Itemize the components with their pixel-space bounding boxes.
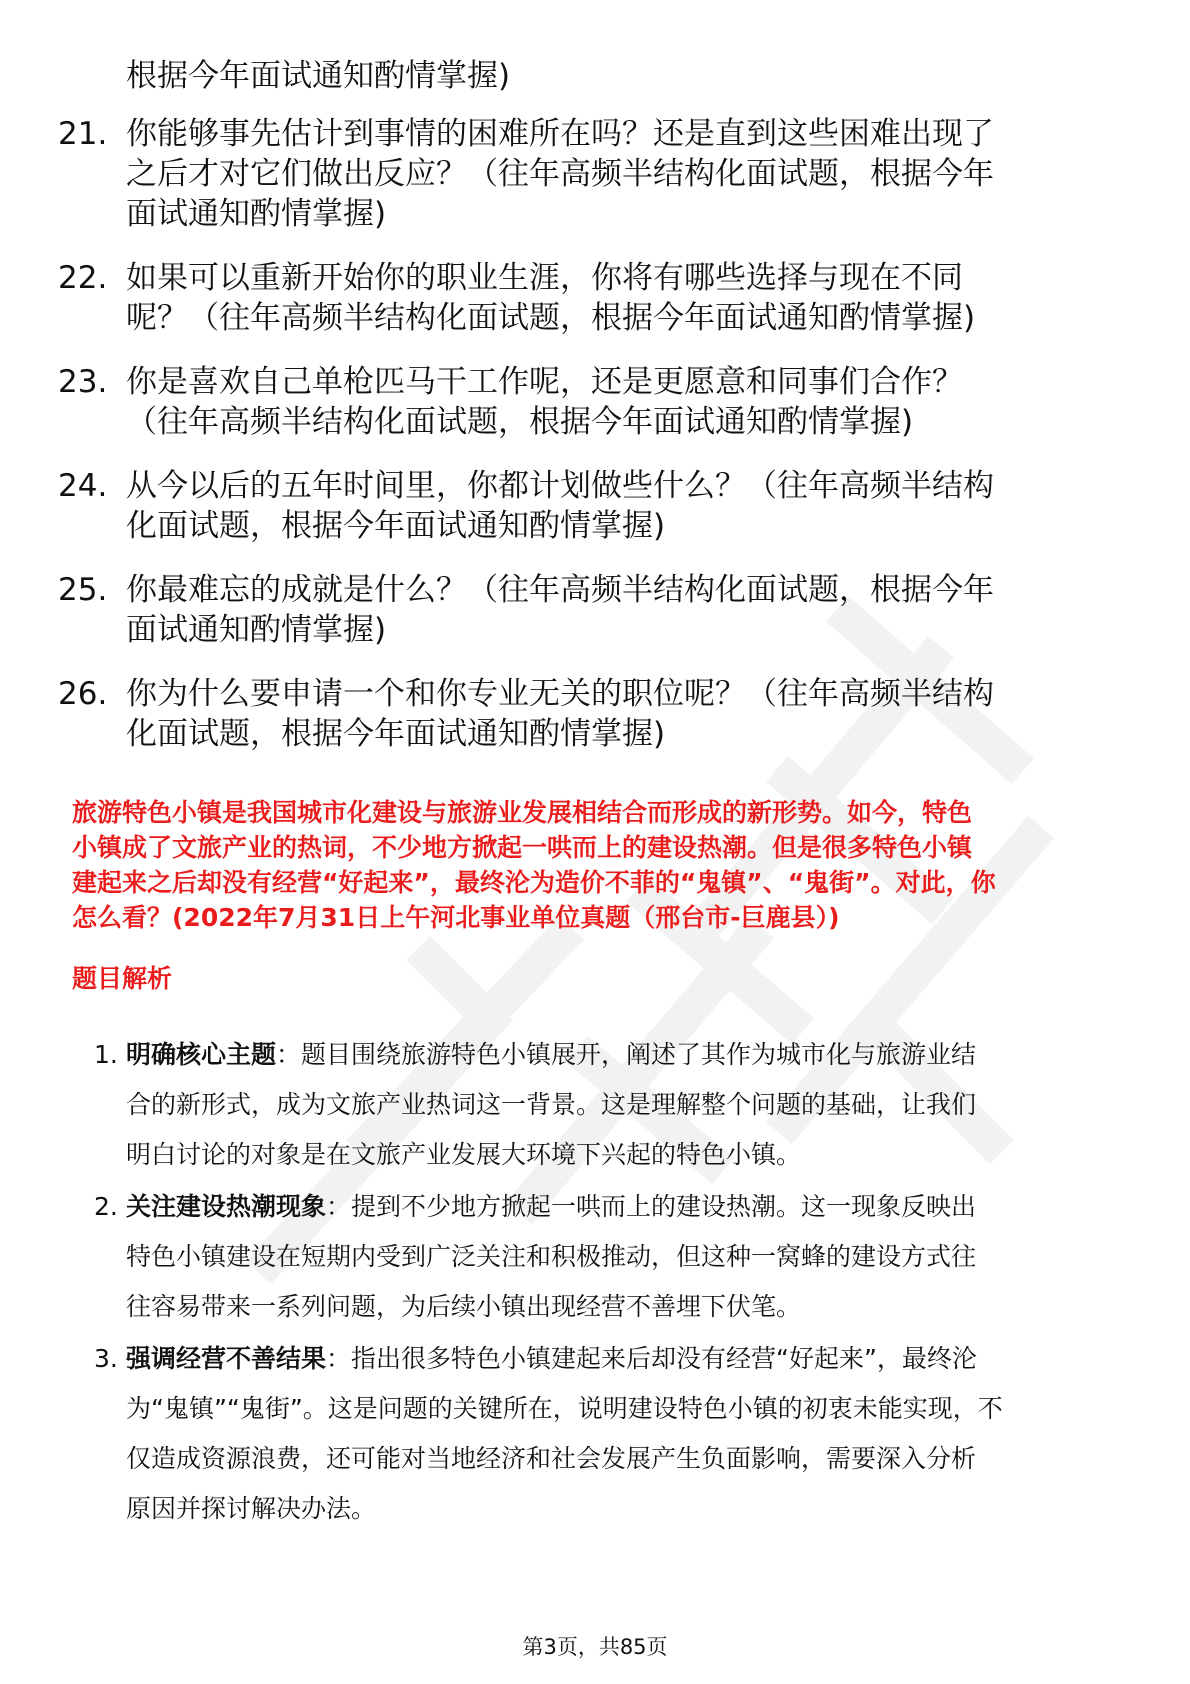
topic-line: 怎么看？(2022年7月31日上午河北事业单位真题（邢台市-巨鹿县）): [72, 903, 840, 932]
list-item: [94, 1182, 1134, 1332]
analysis-line: 合的新形式，成为文旅产业热词这一背景。这是理解整个问题的基础，让我们: [126, 1090, 977, 1119]
analysis-number: 3.: [94, 1344, 118, 1373]
topic-line: 建起来之后却没有经营“好起来”，最终沦为造价不菲的“鬼镇”、“鬼街”。对此，你: [72, 868, 996, 897]
analysis-line-text: ：题目围绕旅游特色小镇展开，阐述了其作为城市化与旅游业结: [276, 1040, 977, 1069]
question-line: 如果可以重新开始你的职业生涯，你将有哪些选择与现在不同: [126, 260, 963, 296]
list-item: [58, 114, 1118, 234]
analysis-list: [94, 1030, 1134, 1536]
question-text: [126, 362, 1118, 442]
question-number: 23.: [58, 364, 108, 400]
section-title: 题目解析: [72, 964, 173, 993]
analysis-line: 为“鬼镇”“鬼街”。这是问题的关键所在，说明建设特色小镇的初衷未能实现，不: [126, 1394, 1003, 1423]
question-text: [126, 466, 1118, 546]
analysis-text: [126, 1334, 1134, 1534]
analysis-key: 强调经营不善结果: [126, 1344, 327, 1373]
question-continuation: 根据今年面试通知酌情掌握): [126, 58, 511, 94]
analysis-key: 明确核心主题: [126, 1040, 277, 1069]
topic-question: [72, 795, 1132, 935]
question-text: [126, 114, 1118, 234]
analysis-text: [126, 1182, 1134, 1332]
analysis-line: 明白讨论的对象是在文旅产业发展大环境下兴起的特色小镇。: [126, 1140, 802, 1169]
list-item: [58, 466, 1118, 546]
list-item: [94, 1030, 1134, 1180]
analysis-key: 关注建设热潮现象: [126, 1192, 327, 1221]
question-line: 你是喜欢自己单枪匹马干工作呢，还是更愿意和同事们合作？: [126, 364, 963, 400]
list-item: [58, 258, 1118, 338]
topic-line: 旅游特色小镇是我国城市化建设与旅游业发展相结合而形成的新形势。如今，特色: [72, 798, 973, 827]
question-number: 22.: [58, 260, 108, 296]
question-text: [126, 570, 1118, 650]
question-line: 之后才对它们做出反应？（往年高频半结构化面试题，根据今年: [126, 156, 994, 192]
question-number: 25.: [58, 572, 108, 608]
analysis-line: 特色小镇建设在短期内受到广泛关注和积极推动，但这种一窝蜂的建设方式往: [126, 1242, 977, 1271]
question-line: 呢？（往年高频半结构化面试题，根据今年面试通知酌情掌握): [126, 300, 976, 336]
analysis-number: 1.: [94, 1040, 118, 1069]
analysis-line: [126, 1334, 1134, 1384]
list-item: [94, 1334, 1134, 1534]
question-line: 你为什么要申请一个和你专业无关的职位呢？（往年高频半结构: [126, 676, 994, 712]
question-line: 面试通知酌情掌握): [126, 612, 387, 648]
question-list: [58, 114, 1118, 778]
question-text: [126, 258, 1118, 338]
question-line: 面试通知酌情掌握): [126, 196, 387, 232]
question-line: （往年高频半结构化面试题，根据今年面试通知酌情掌握): [126, 404, 914, 440]
analysis-line-text: ：提到不少地方掀起一哄而上的建设热潮。这一现象反映出: [326, 1192, 977, 1221]
question-line: 你能够事先估计到事情的困难所在吗？还是直到这些困难出现了: [126, 116, 994, 152]
analysis-line-text: ：指出很多特色小镇建起来后却没有经营“好起来”，最终沦: [326, 1344, 977, 1373]
analysis-line: 往容易带来一系列问题，为后续小镇出现经营不善埋下伏笔。: [126, 1292, 802, 1321]
topic-line: 小镇成了文旅产业的热词，不少地方掀起一哄而上的建设热潮。但是很多特色小镇: [72, 833, 973, 862]
list-item: [58, 674, 1118, 754]
analysis-line: [126, 1182, 1134, 1232]
list-item: [58, 362, 1118, 442]
question-line: 从今以后的五年时间里，你都计划做些什么？（往年高频半结构: [126, 468, 994, 504]
analysis-number: 2.: [94, 1192, 118, 1221]
question-line: 化面试题，根据今年面试通知酌情掌握): [126, 508, 666, 544]
list-item: [58, 570, 1118, 650]
analysis-text: [126, 1030, 1134, 1180]
question-number: 26.: [58, 676, 108, 712]
question-number: 21.: [58, 116, 108, 152]
question-line: 你最难忘的成就是什么？（往年高频半结构化面试题，根据今年: [126, 572, 994, 608]
analysis-line: 仅造成资源浪费，还可能对当地经济和社会发展产生负面影响，需要深入分析: [126, 1444, 977, 1473]
page-footer: 第3页，共85页: [522, 1635, 668, 1659]
question-text: [126, 674, 1118, 754]
analysis-line: 原因并探讨解决办法。: [126, 1494, 377, 1523]
question-number: 24.: [58, 468, 108, 504]
analysis-line: [126, 1030, 1134, 1080]
question-line: 化面试题，根据今年面试通知酌情掌握): [126, 716, 666, 752]
